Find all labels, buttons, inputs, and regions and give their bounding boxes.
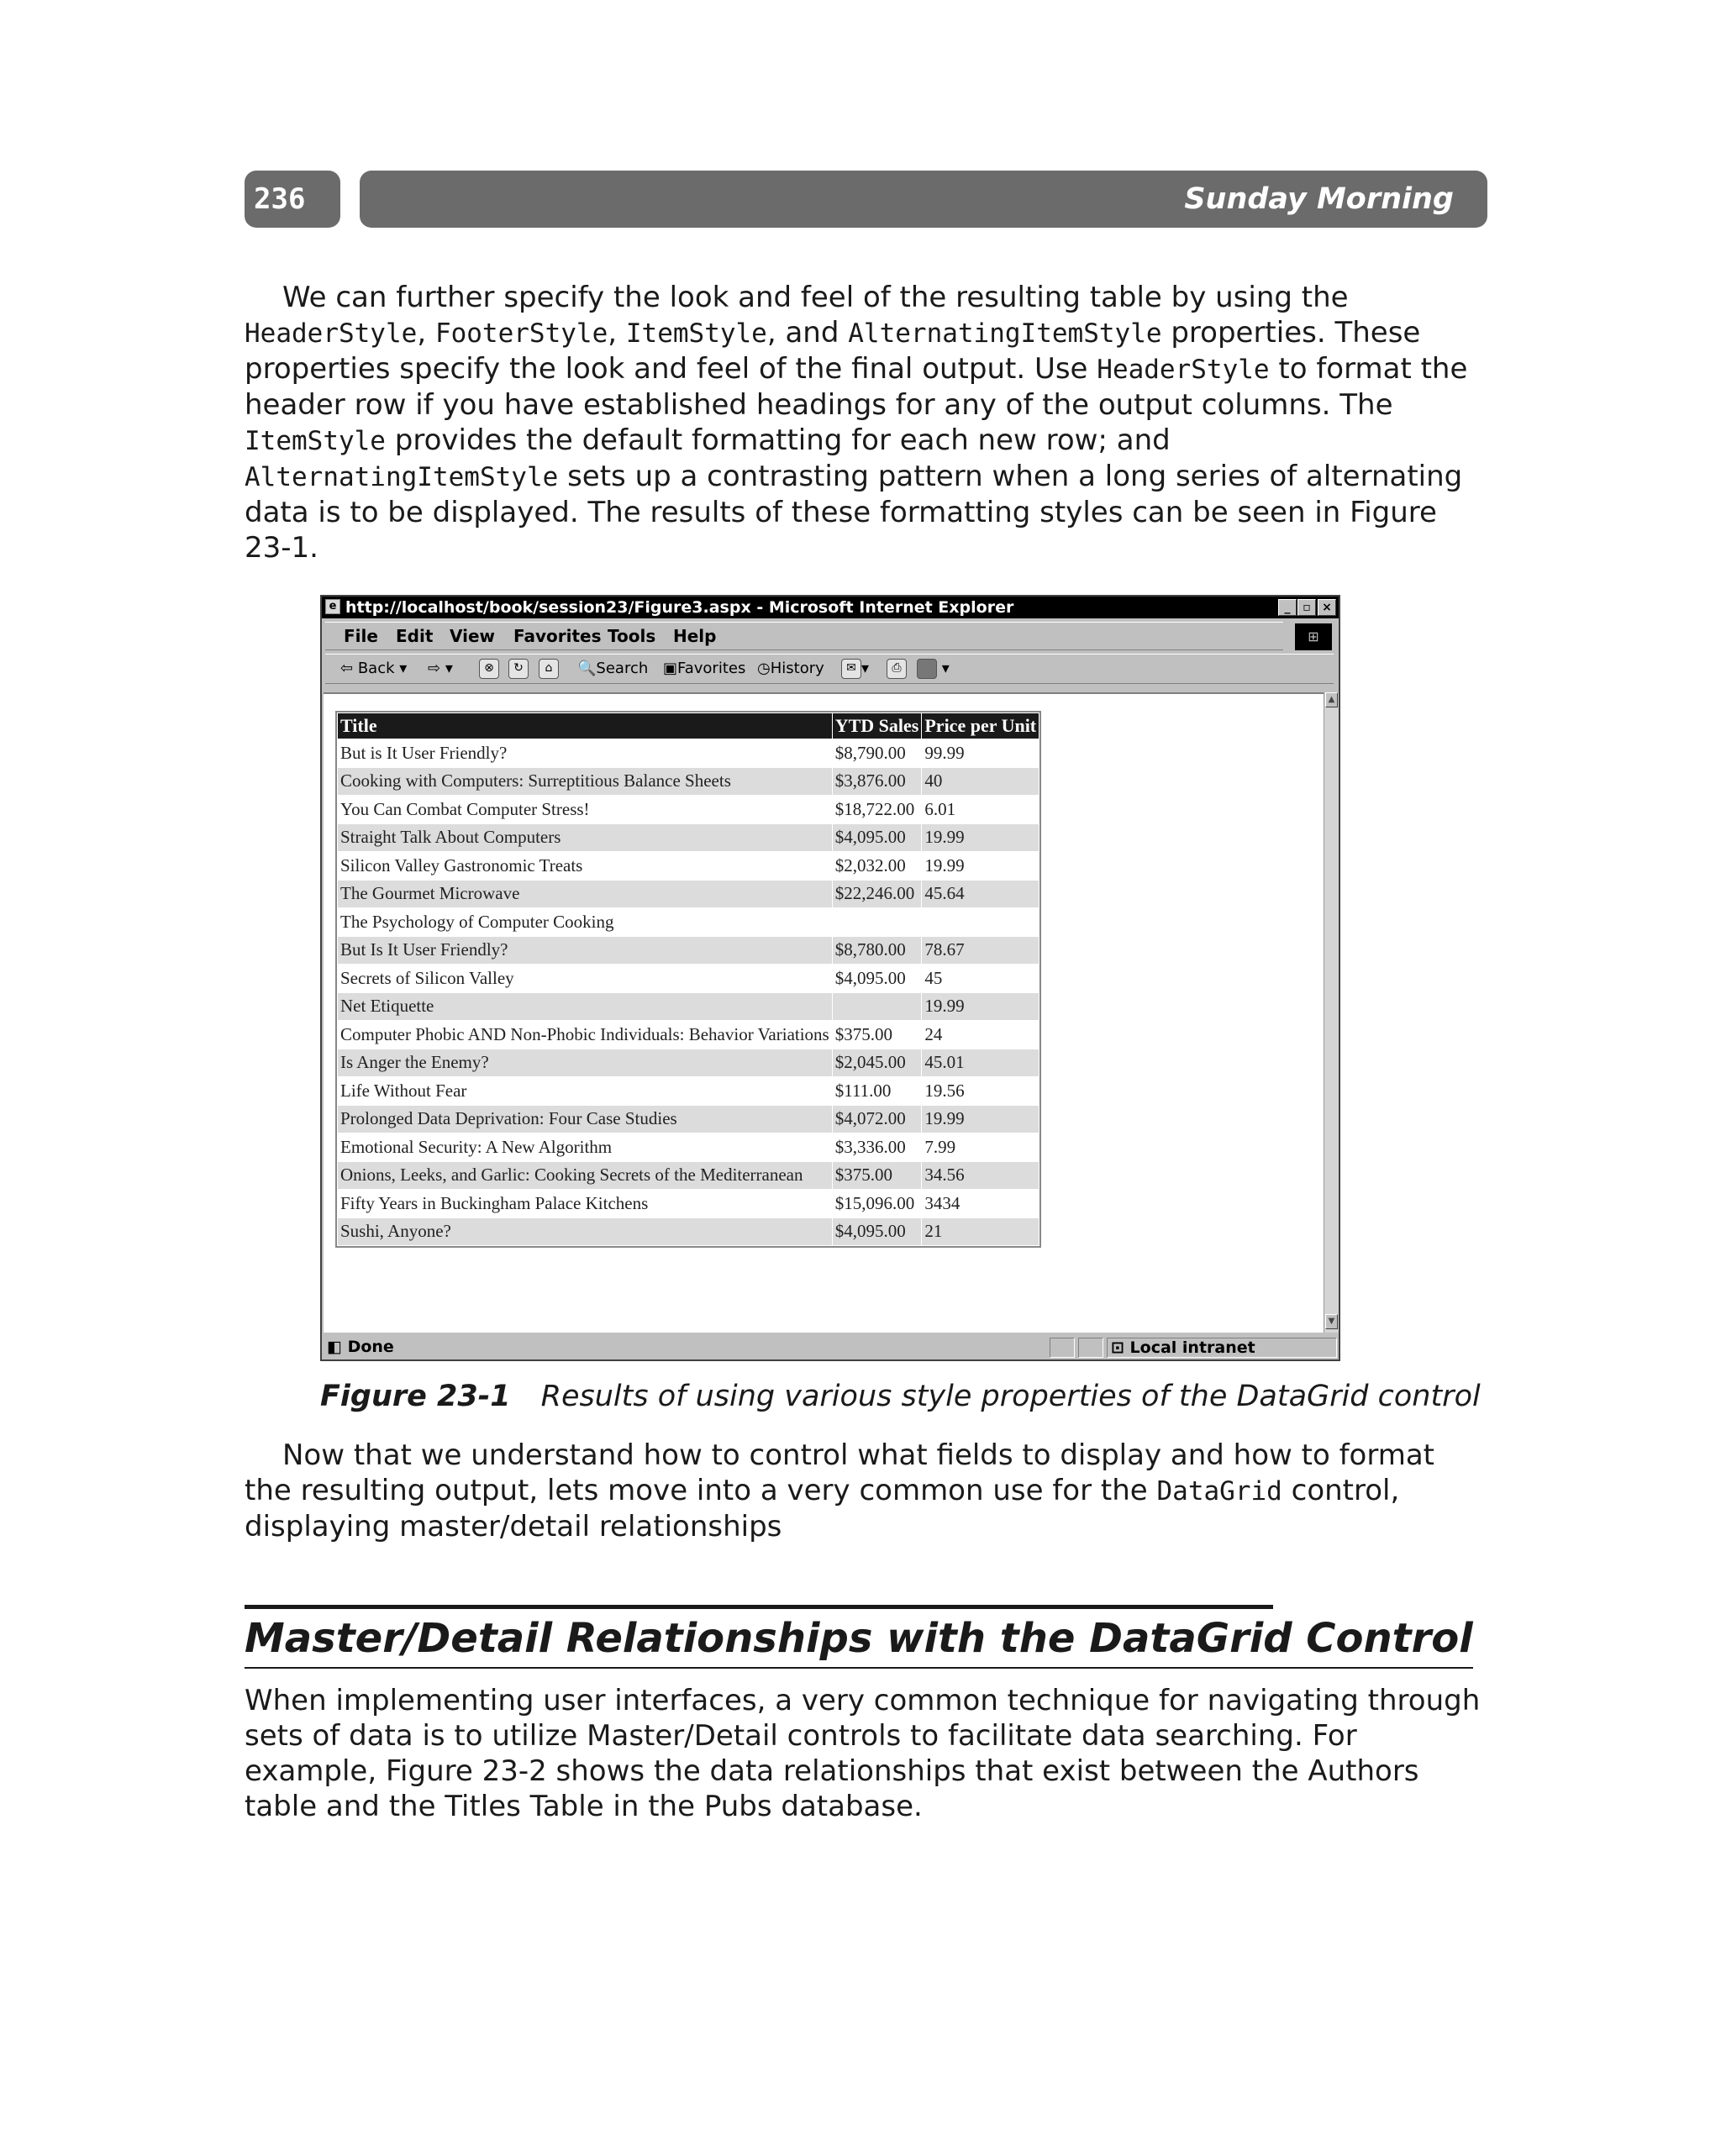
- running-title: Sunday Morning: [360, 171, 1487, 228]
- cell-price: 6.01: [922, 796, 1039, 824]
- status-pane: [1078, 1338, 1103, 1358]
- column-header-price: Price per Unit: [922, 713, 1039, 739]
- browser-titlebar: [322, 597, 1339, 618]
- table-row: [338, 908, 1039, 937]
- cell-ytd-sales: $8,780.00: [832, 936, 922, 965]
- edit-button[interactable]: ▾: [917, 655, 950, 683]
- table-row: [338, 1105, 1039, 1133]
- page-done-icon: ◧: [327, 1338, 342, 1356]
- home-button[interactable]: [539, 655, 559, 683]
- status-pane: [1050, 1338, 1075, 1358]
- cell-price: 45: [922, 965, 1039, 993]
- cell-title: The Psychology of Computer Cooking: [338, 908, 833, 937]
- vertical-scrollbar[interactable]: [1324, 692, 1339, 1333]
- table-row: [338, 1049, 1039, 1077]
- scroll-down-icon[interactable]: ▼: [1325, 1314, 1338, 1329]
- maximize-button[interactable]: ▫: [1297, 599, 1316, 616]
- cell-title: Straight Talk About Computers: [338, 823, 833, 852]
- search-button[interactable]: 🔍Search: [577, 660, 649, 677]
- favorites-button[interactable]: ▣Favorites: [663, 660, 746, 677]
- cell-title: Onions, Leeks, and Garlic: Cooking Secrets of the Mediterranean: [338, 1161, 833, 1190]
- table-row: [338, 1190, 1039, 1218]
- cell-ytd-sales: $375.00: [832, 1021, 922, 1049]
- heading-rule: [245, 1605, 1273, 1609]
- cell-ytd-sales: [832, 908, 922, 937]
- cell-price: 19.99: [922, 852, 1039, 881]
- menu-file[interactable]: File: [344, 626, 378, 646]
- cell-price: 19.99: [922, 1105, 1039, 1133]
- table-row: [338, 1161, 1039, 1190]
- cell-price: 78.67: [922, 936, 1039, 965]
- cell-title: Net Etiquette: [338, 992, 833, 1021]
- table-row: [338, 796, 1039, 824]
- refresh-button[interactable]: [508, 655, 529, 683]
- table-row: [338, 823, 1039, 852]
- browser-window: [320, 595, 1340, 1361]
- cell-price: 7.99: [922, 1133, 1039, 1162]
- column-header-title: Title: [338, 713, 833, 739]
- cell-ytd-sales: $375.00: [832, 1161, 922, 1190]
- table-header-row: [338, 713, 1039, 739]
- table-row: [338, 852, 1039, 881]
- cell-title: Is Anger the Enemy?: [338, 1049, 833, 1077]
- cell-price: 34.56: [922, 1161, 1039, 1190]
- body-paragraph: Now that we understand how to control what fields to display and how to format the resulting output, lets move into a very common use for the DataGrid control, displaying master/detail relationships: [245, 1438, 1435, 1543]
- cell-ytd-sales: $4,072.00: [832, 1105, 922, 1133]
- forward-button[interactable]: ⇨ ▾: [428, 660, 453, 677]
- cell-ytd-sales: $4,095.00: [832, 1217, 922, 1246]
- close-button[interactable]: ×: [1318, 599, 1336, 616]
- cell-price: 40: [922, 767, 1039, 796]
- cell-price: 19.99: [922, 992, 1039, 1021]
- home-icon: ⌂: [539, 659, 559, 679]
- page-number: 236: [245, 171, 340, 228]
- datagrid-table: [337, 713, 1039, 1246]
- cell-ytd-sales: $3,336.00: [832, 1133, 922, 1162]
- menu-tools[interactable]: Tools: [608, 626, 656, 646]
- menu-help[interactable]: Help: [673, 626, 717, 646]
- back-button[interactable]: ⇦ Back ▾: [340, 660, 408, 677]
- cell-price: 24: [922, 1021, 1039, 1049]
- minimize-button[interactable]: _: [1278, 599, 1297, 616]
- cell-ytd-sales: $22,246.00: [832, 880, 922, 908]
- cell-title: But is It User Friendly?: [338, 739, 833, 768]
- cell-ytd-sales: $8,790.00: [832, 739, 922, 768]
- browser-title: http://localhost/book/session23/Figure3.aspx - Microsoft Internet Explorer: [345, 598, 1014, 617]
- cell-title: Silicon Valley Gastronomic Treats: [338, 852, 833, 881]
- table-row: [338, 739, 1039, 768]
- cell-ytd-sales: $4,095.00: [832, 823, 922, 852]
- figure-label: Figure 23-1: [320, 1380, 511, 1413]
- page-viewport: [324, 692, 1324, 1333]
- column-header-ytd-sales: YTD Sales: [832, 713, 922, 739]
- cell-title: Sushi, Anyone?: [338, 1217, 833, 1246]
- figure-caption: [320, 1378, 1481, 1415]
- cell-title: The Gourmet Microwave: [338, 880, 833, 908]
- status-text: ◧ Done: [327, 1338, 394, 1356]
- cell-price: 21: [922, 1217, 1039, 1246]
- edit-icon: [917, 659, 937, 679]
- cell-price: 45.64: [922, 880, 1039, 908]
- table-row: [338, 880, 1039, 908]
- stop-button[interactable]: [479, 655, 499, 683]
- refresh-icon: ↻: [508, 659, 529, 679]
- menu-bar: [325, 622, 1283, 650]
- cell-title: Prolonged Data Deprivation: Four Case Studies: [338, 1105, 833, 1133]
- cell-ytd-sales: $2,045.00: [832, 1049, 922, 1077]
- figure-caption-text: Results of using various style properties of the DataGrid control: [540, 1380, 1481, 1413]
- intranet-icon: ⊡: [1111, 1338, 1124, 1357]
- cell-price: 99.99: [922, 739, 1039, 768]
- table-row: [338, 936, 1039, 965]
- cell-title: Cooking with Computers: Surreptitious Balance Sheets: [338, 767, 833, 796]
- table-row: [338, 1021, 1039, 1049]
- ie-page-icon: e: [325, 599, 340, 614]
- search-icon: 🔍: [577, 660, 597, 677]
- browser-toolbar: [325, 654, 1334, 684]
- menu-view[interactable]: View: [450, 626, 496, 646]
- back-arrow-icon: ⇦: [340, 660, 354, 677]
- mail-icon: ✉: [841, 659, 861, 679]
- cell-ytd-sales: $111.00: [832, 1077, 922, 1106]
- cell-price: 3434: [922, 1190, 1039, 1218]
- cell-price: 19.56: [922, 1077, 1039, 1106]
- table-row: [338, 992, 1039, 1021]
- stop-icon: ⊗: [479, 659, 499, 679]
- body-paragraph: When implementing user interfaces, a very common technique for navigating through sets of data is to utilize Master/Detail controls to facilitate data searching. For example, Figure 23-2 shows the data relationships that exist between the Authors table and the Titles Table in the Pubs database.: [245, 1684, 1481, 1823]
- cell-price: [922, 908, 1039, 937]
- history-button[interactable]: ◷History: [757, 660, 824, 677]
- table-row: [338, 1133, 1039, 1162]
- scroll-up-icon[interactable]: ▲: [1325, 692, 1338, 707]
- section-heading: Master/Detail Relationships with the DataGrid Control: [245, 1612, 1473, 1669]
- cell-title: Emotional Security: A New Algorithm: [338, 1133, 833, 1162]
- table-row: [338, 1217, 1039, 1246]
- cell-ytd-sales: $4,095.00: [832, 965, 922, 993]
- print-button[interactable]: [887, 655, 907, 683]
- cell-ytd-sales: $15,096.00: [832, 1190, 922, 1218]
- table-row: [338, 965, 1039, 993]
- table-row: [338, 767, 1039, 796]
- cell-title: But Is It User Friendly?: [338, 936, 833, 965]
- cell-title: Life Without Fear: [338, 1077, 833, 1106]
- ie-logo-icon: ⊞: [1295, 623, 1332, 650]
- cell-ytd-sales: $18,722.00: [832, 796, 922, 824]
- cell-price: 45.01: [922, 1049, 1039, 1077]
- history-icon: ◷: [757, 660, 771, 677]
- cell-title: Fifty Years in Buckingham Palace Kitchens: [338, 1190, 833, 1218]
- security-zone: ⊡ Local intranet: [1107, 1338, 1337, 1358]
- cell-title: Computer Phobic AND Non-Phobic Individuals: Behavior Variations: [338, 1021, 833, 1049]
- mail-button[interactable]: ✉ ▾: [841, 655, 869, 683]
- forward-arrow-icon: ⇨: [428, 660, 441, 677]
- cell-title: Secrets of Silicon Valley: [338, 965, 833, 993]
- menu-edit[interactable]: Edit: [396, 626, 434, 646]
- menu-favorites[interactable]: Favorites: [513, 626, 602, 646]
- cell-ytd-sales: $3,876.00: [832, 767, 922, 796]
- cell-ytd-sales: $2,032.00: [832, 852, 922, 881]
- status-bar: [322, 1336, 1339, 1359]
- cell-title: You Can Combat Computer Stress!: [338, 796, 833, 824]
- cell-ytd-sales: [832, 992, 922, 1021]
- favorites-icon: ▣: [663, 660, 678, 677]
- intro-paragraph: We can further specify the look and feel of the resulting table by using the HeaderStyle, FooterStyle, ItemStyle, and AlternatingItemStyle properties. These properties specify the look and feel of the final output. Use HeaderStyle to format the header row if you have established headings for any of the output columns. The ItemStyle provides the default formatting for each new row; and AlternatingItemStyle sets up a contrasting pattern when a long series of alternating data is to be displayed. The results of these formatting styles can be seen in Figure 23-1.: [245, 281, 1468, 565]
- cell-price: 19.99: [922, 823, 1039, 852]
- print-icon: ⎙: [887, 659, 907, 679]
- table-row: [338, 1077, 1039, 1106]
